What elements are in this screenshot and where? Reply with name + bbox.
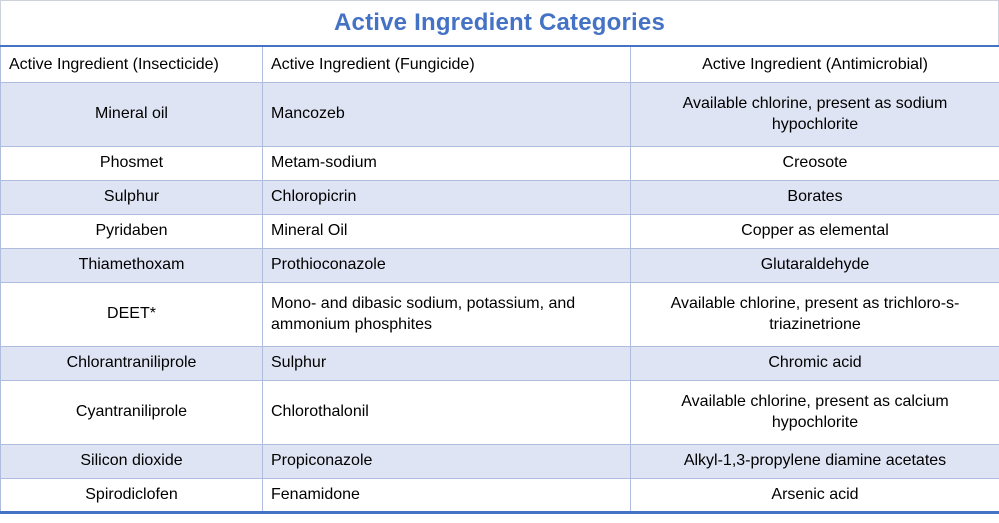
title-bar bbox=[0, 0, 999, 45]
page-title: Active Ingredient Categories bbox=[333, 9, 666, 36]
cell-fungicide: Metam-sodium bbox=[263, 146, 631, 180]
cell-antimicrobial: Arsenic acid bbox=[631, 478, 999, 512]
table-row bbox=[1, 282, 999, 346]
cell-antimicrobial: Chromic acid bbox=[631, 346, 999, 380]
column-header-insecticide: Active Ingredient (Insecticide) bbox=[1, 46, 263, 82]
table-row bbox=[1, 346, 999, 380]
cell-fungicide: Fenamidone bbox=[263, 478, 631, 512]
table-row bbox=[1, 478, 999, 512]
cell-insecticide: Phosmet bbox=[1, 146, 263, 180]
table-row bbox=[1, 214, 999, 248]
cell-antimicrobial: Available chlorine, present as trichloro-s-triazinetrione bbox=[631, 282, 999, 346]
table-row bbox=[1, 82, 999, 146]
cell-fungicide: Mono- and dibasic sodium, potassium, and ammonium phosphites bbox=[263, 282, 631, 346]
cell-fungicide: Sulphur bbox=[263, 346, 631, 380]
table-row bbox=[1, 146, 999, 180]
column-header-antimicrobial: Active Ingredient (Antimicrobial) bbox=[631, 46, 999, 82]
cell-fungicide: Chloropicrin bbox=[263, 180, 631, 214]
table-row bbox=[1, 444, 999, 478]
cell-insecticide: Mineral oil bbox=[1, 82, 263, 146]
cell-fungicide: Propiconazole bbox=[263, 444, 631, 478]
cell-insecticide: Silicon dioxide bbox=[1, 444, 263, 478]
table-row bbox=[1, 180, 999, 214]
cell-insecticide: Chlorantraniliprole bbox=[1, 346, 263, 380]
cell-fungicide: Prothioconazole bbox=[263, 248, 631, 282]
cell-insecticide: Cyantraniliprole bbox=[1, 380, 263, 444]
cell-antimicrobial: Copper as elemental bbox=[631, 214, 999, 248]
cell-insecticide: Thiamethoxam bbox=[1, 248, 263, 282]
cell-fungicide: Mineral Oil bbox=[263, 214, 631, 248]
cell-antimicrobial: Available chlorine, present as sodium hypochlorite bbox=[631, 82, 999, 146]
cell-antimicrobial: Glutaraldehyde bbox=[631, 248, 999, 282]
table-row bbox=[1, 248, 999, 282]
active-ingredient-table bbox=[0, 45, 999, 514]
cell-fungicide: Chlorothalonil bbox=[263, 380, 631, 444]
cell-antimicrobial: Borates bbox=[631, 180, 999, 214]
cell-antimicrobial: Available chlorine, present as calcium hypochlorite bbox=[631, 380, 999, 444]
cell-insecticide: DEET* bbox=[1, 282, 263, 346]
column-header-fungicide: Active Ingredient (Fungicide) bbox=[263, 46, 631, 82]
cell-insecticide: Sulphur bbox=[1, 180, 263, 214]
cell-insecticide: Spirodiclofen bbox=[1, 478, 263, 512]
table-row bbox=[1, 380, 999, 444]
header-row bbox=[1, 46, 999, 82]
cell-fungicide: Mancozeb bbox=[263, 82, 631, 146]
cell-insecticide: Pyridaben bbox=[1, 214, 263, 248]
cell-antimicrobial: Alkyl-1,3-propylene diamine acetates bbox=[631, 444, 999, 478]
cell-antimicrobial: Creosote bbox=[631, 146, 999, 180]
